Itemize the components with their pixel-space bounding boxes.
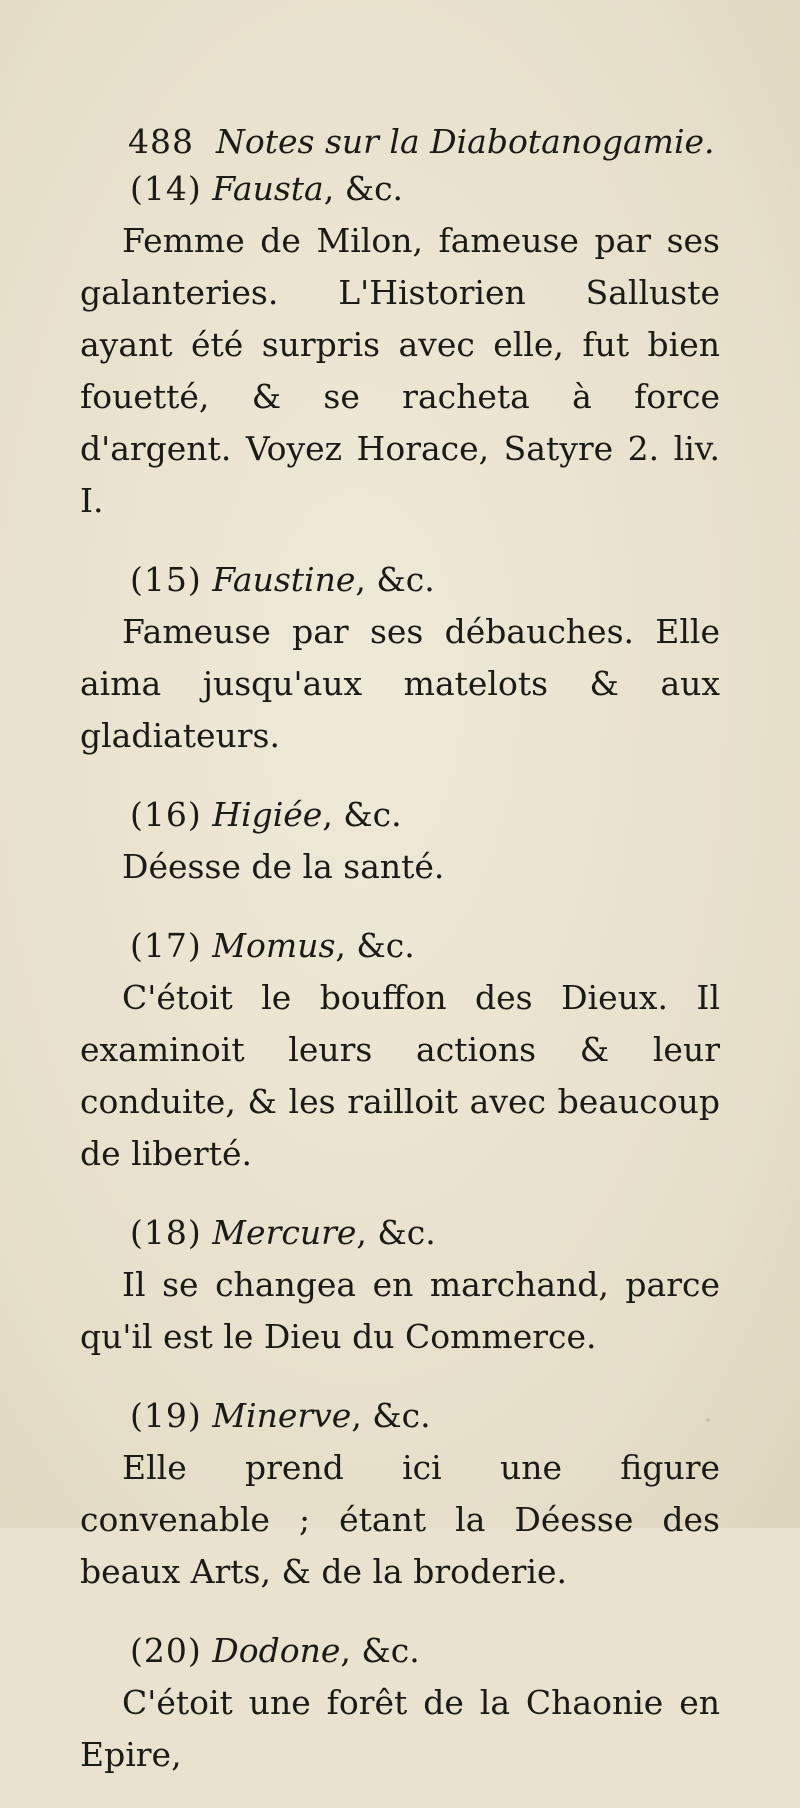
note-text: Elle prend ici une figure convenable ; étant la Déesse des beaux Arts, & de la broderie. [80,1448,720,1591]
note [80,1625,720,1781]
note-text: Il se changea en marchand, parce qu'il est le Dieu du Commerce. [80,1265,720,1356]
note-term: Mercure [212,1213,357,1252]
notes-body [80,163,720,1808]
note [80,789,720,893]
note [80,554,720,762]
note-heading [80,163,720,215]
note [80,920,720,1180]
note-number: (16) [130,795,202,834]
note-heading [80,1625,720,1677]
note-heading [80,789,720,841]
note-term: Minerve [212,1396,352,1435]
note [80,1390,720,1598]
page-header [128,122,715,162]
note-suffix: , &c. [356,1213,436,1252]
note-heading [80,554,720,606]
note-number: (19) [130,1396,202,1435]
note-text: Fameuse par ses débauches. Elle aima jusqu'aux matelots & aux gladiateurs. [80,612,720,755]
note-term: Dodone [212,1631,341,1670]
note-text: C'étoit le bouffon des Dieux. Il examinoit leurs actions & leur conduite, & les railloit avec beaucoup de liberté. [80,978,720,1173]
note [80,163,720,527]
note-number: (18) [130,1213,202,1252]
note-term: Momus [212,926,336,965]
note-number: (15) [130,560,202,599]
note-text: Femme de Milon, fameuse par ses galanteries. L'Historien Salluste ayant été surpris avec elle, fut bien fouetté, & se racheta à force d'argent. Voyez Horace, Satyre 2. liv. I. [80,221,720,520]
note-number: (14) [130,169,202,208]
note-text: C'étoit une forêt de la Chaonie en Epire, [80,1683,720,1774]
note-suffix: , &c. [340,1631,420,1670]
note-suffix: , &c. [351,1396,431,1435]
note-heading [80,920,720,972]
note-suffix: , &c. [335,926,415,965]
note-heading [80,1207,720,1259]
running-title: Notes sur la Diabotanogamie. [216,122,715,161]
note-number: (17) [130,926,202,965]
note-suffix: , &c. [323,169,404,208]
note-heading [80,1390,720,1442]
note-suffix: , &c. [355,560,435,599]
note-term: Higiée [212,795,323,834]
note [80,1207,720,1363]
note-text: Déesse de la santé. [122,847,445,886]
note-term: Faustine [212,560,356,599]
note-suffix: , &c. [322,795,402,834]
note-term: Fausta [212,169,324,208]
note-number: (20) [130,1631,202,1670]
page-number: 488 [128,122,194,161]
